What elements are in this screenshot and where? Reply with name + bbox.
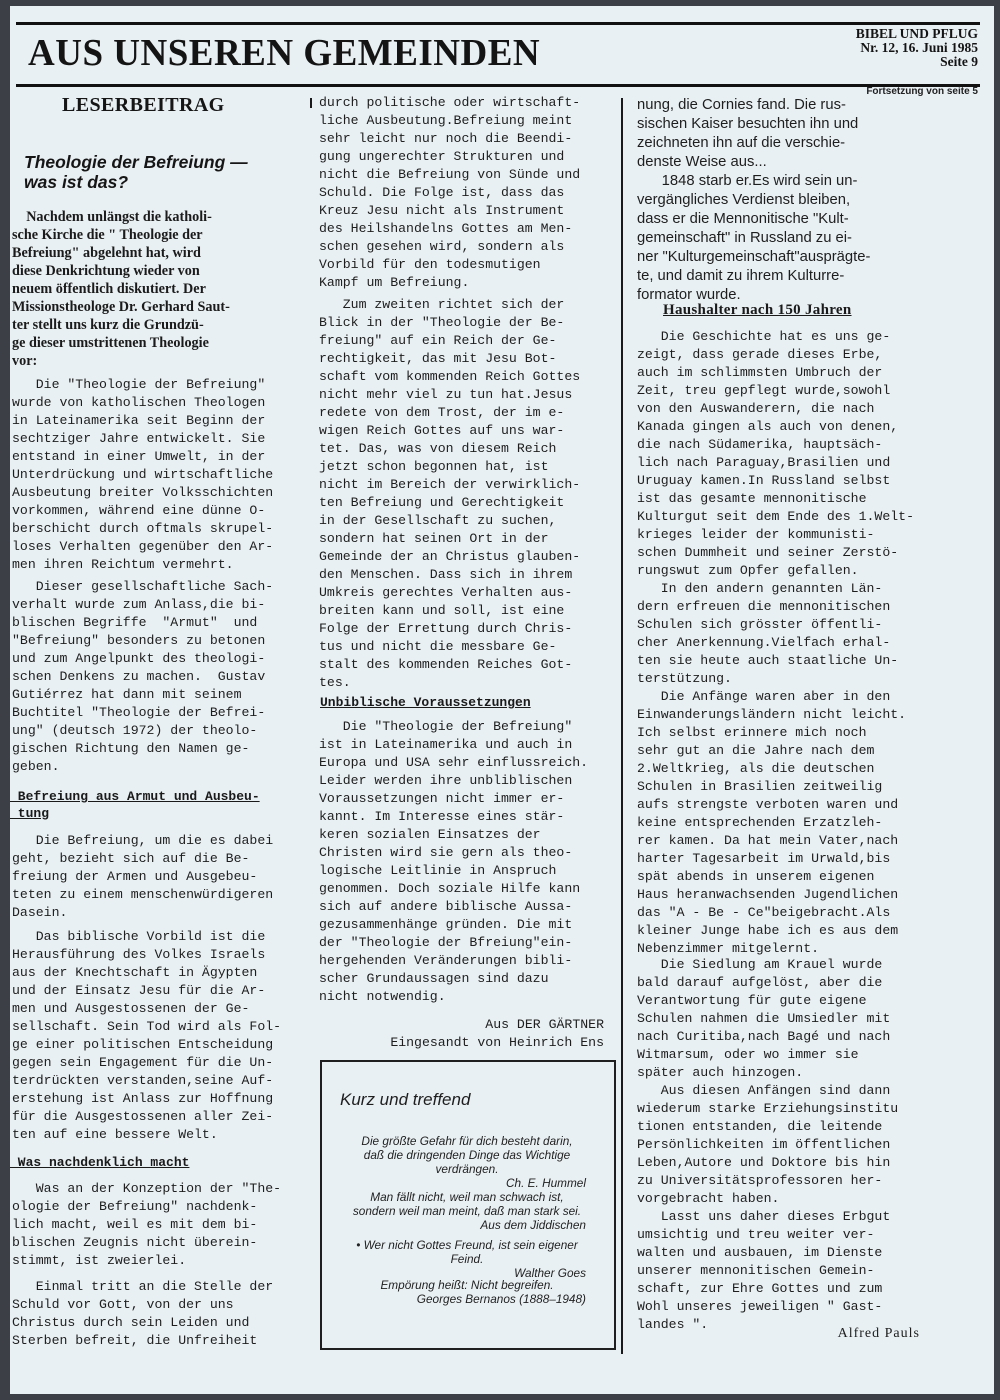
paragraph: Die Siedlung am Krauel wurde bald darauf aufgelöst, aber die Verantwortung für gute eigene Schulen nahmen die Umsiedler mit nach Curitiba,nach Bagé und nach Witmarsum, oder wo immer sie später auch hinzogen. (637, 957, 891, 1080)
paragraph: durch politische oder wirtschaft- liche Ausbeutung.Befreiung meint sehr leicht nur noch die Beendi- gung ungerechter Strukturen und nicht die Befreiung von Sünde und Schuld. Die Folge ist, dass das Kreuz Jesu nicht als Instrument des Heilshandelns Gottes am Men- schen gesehen wird, sondern als Vorbild für den todesmutigen Kampf um Befreiung. (319, 95, 581, 290)
paragraph: Die "Theologie der Befreiung" wurde von katholischen Theologen in Lateinamerika seit Beginn der sechtziger Jahre entwickelt. Sie entstand in einer Umwelt, in der Unterdrückung und wirtschaftliche Ausbeutung breiter Volksschichten vorkommen, während eine dünne O- berschicht durch oftmals skrupel- loses Verhalten gegenüber den Ar- men ihren Reichtum vermehrt. (12, 377, 274, 572)
issue-info: Nr. 12, 16. Juni 1985 (860, 40, 978, 55)
paragraph: Lasst uns daher dieses Erbgut umsichtig und treu weiter ver- walten und ausbauen, im Dienste unserer mennonitischen Gemein- schaft, zur Ehre Gottes und zum Wohl unseres jeweiligen " Gast- landes ". (637, 1209, 891, 1332)
source-credit: Aus DER GÄRTNER (485, 1017, 604, 1032)
author-signature: Alfred Pauls (837, 1326, 920, 1341)
column-rule (621, 98, 623, 1354)
newspaper-page (10, 6, 994, 1394)
section-header-title: AUS UNSEREN GEMEINDEN (28, 32, 541, 75)
quote-text: • Wer nicht Gottes Freund, ist sein eigener Feind. (356, 1238, 578, 1266)
quote-text: Man fällt nicht, weil man schwach ist, sondern weil man meint, daß man stark sei. (352, 1190, 582, 1218)
quote-text: Die größte Gefahr für dich besteht darin, daß die dringenden Dinge das Wichtige verdrängen. (361, 1134, 573, 1176)
page-number: Seite 9 (940, 54, 978, 69)
quote-author: Georges Bernanos (1888–1948) (416, 1292, 586, 1306)
paragraph: In den andern genannten Län- dern erfreuen die mennonitischen Schulen sich grösster öffentli- cher Anerkennung.Vielfach erhal- ten sie heute auch staatliche Un- terstützung. (637, 581, 899, 686)
subheading: Was nachdenklich macht (10, 1155, 190, 1170)
continuation-note: Fortsetzung von seite 5 (866, 86, 978, 97)
paragraph: Einmal tritt an die Stelle der Schuld vor Gott, von der uns Christus durch sein Leiden und Sterben befreit, die Unfreiheit (12, 1279, 274, 1348)
paragraph: Die Geschichte hat es uns ge- zeigt, dass gerade dieses Erbe, auch im schlimmsten Umbruch der Zeit, treu gepflegt wurde,sowohl von den Auswanderern, die nach Kanada gingen als auch von denen, die nach Südamerika, hauptsäch- lich nach Paraguay,Brasilien und Uruguay kamen.In Russland selbst ist das gesamte mennonitische Kulturgut seit dem Ende des 1.Welt- krieges leider der kommunisti- schen Dummheit und seiner Zerstö- rungswut zum Opfer gefallen. (637, 329, 914, 578)
paragraph: Das biblische Vorbild ist die Herausführung des Volkes Israels aus der Knechtschaft in Ägypten und der Einsatz Jesu für die Ar- men und Ausgestossenen der Ge- sellschaft. Sein Tod wird als Fol- ge einer politischen Entscheidung gegen sein Engagement für die Un- terdrückten verstanden,seine Auf- erstehung ist Anlass zur Hoffnung für die Ausgestossenen aller Zei- ten auf eine bessere Welt. (12, 929, 282, 1142)
quote (336, 1238, 598, 1280)
quote (336, 1134, 598, 1190)
article-intro: Nachdem unlängst die katholi- sche Kirche die " Theologie der Befreiung" abgelehnt hat, wird diese Denkrichtung wieder von neuem öffentlich diskutiert. Der Missionstheologe Dr. Gerhard Saut- ter stellt uns kurz die Grundzü- ge dieser umstrittenen Theologie vor: (12, 209, 230, 369)
header-meta (856, 27, 978, 69)
paragraph: Zum zweiten richtet sich der Blick in der "Theologie der Be- freiung" auf ein Reich der Ge- rechtigkeit, das mit Jesu Bot- schaft vom kommenden Reich Gottes nicht mehr viel zu tun hat.Jesus redete von dem Trost, der im e- wigen Reich Gottes auf uns war- tet. Das, was von diesem Reich jetzt schon begonnen hat, ist nicht im Bereich der verwirklich- ten Befreiung und Gerechtigkeit in der Gesellschaft zu suchen, sondern hat seinen Ort in der Gemeinde der an Christus glauben- den Menschen. Dass sich in ihrem Umkreis gerechtes Verhalten aus- breiten kann und soll, ist eine Folge der Errettung durch Chris- tus und nicht die messbare Ge- stalt des kommenden Reiches Got- tes. (319, 297, 581, 690)
article-title: Theologie der Befreiung — was ist das? (24, 152, 248, 192)
quote (336, 1278, 598, 1306)
quote-author: Aus dem Jiddischen (480, 1218, 586, 1232)
paragraph: nung, die Cornies fand. Die rus- sischen Kaiser besuchten ihn und zeichneten ihn auf die verschie- denste Weise aus... 1848 starb er.Es wird sein un- vergängliches Verdienst bleiben, dass er die Mennonitische "Kult- gemeinschaft" in Russland zu ei- ner "Kulturgemeinschaft"ausprägte- te, und damit zu ihrem Kulturre- formator wurde. (637, 97, 871, 303)
paragraph: Die Anfänge waren aber in den Einwanderungsländern nicht leicht. Ich selbst erinnere mich noch sehr gut an die Jahre nach dem 2.Weltkrieg, als die deutschen Schulen in Brasilien zeitweilig aufs strengste verboten waren und keine entsprechenden Erzatzleh- rer kamen. Da hat mein Vater,nach harter Tagesarbeit im Urwald,bis spät abends in unserem eigenen Haus heranwachsenden Jugendlichen das "A - Be - Ce"beigebracht.Als kleiner Junge habe ich es aus dem Nebenzimmer mitgelernt. (637, 689, 907, 956)
quote (336, 1190, 598, 1232)
quote-author: Walther Goes (514, 1266, 586, 1280)
quotes-box (320, 1060, 616, 1350)
subheading: Befreiung aus Armut und Ausbeu- tung (17, 789, 260, 821)
paragraph: Aus diesen Anfängen sind dann wiederum starke Erziehungsinstitu tionen entstanden, die leitende Persönlichkeiten im öffentlichen Leben,Autore und Doktore bis hin zu Universitätsprofessoren her- vorgebracht haben. (637, 1083, 899, 1206)
subheading: Haushalter nach 150 Jahren (663, 302, 852, 318)
paragraph: Die Befreiung, um die es dabei geht, bezieht sich auf die Be- freiung der Armen und Ausgebeu- teten zu einem menschenwürdigeren Dasein. (12, 833, 274, 920)
column-rule (310, 98, 312, 108)
quote-text: Empörung heißt: Nicht begreifen. (380, 1278, 554, 1292)
quotes-box-title: Kurz und treffend (340, 1090, 471, 1109)
section-label: LESERBEITRAG (62, 94, 225, 116)
paragraph: Die "Theologie der Befreiung" ist in Lateinamerika und auch in Europa und USA sehr einflussreich. Leider werden ihre unbliblischen Voraussetzungen nicht immer er- kannt. Im Interesse eines stär- keren sozialen Einsatzes der Christen wird sie gern als theo- logische Leitlinie in Anspruch genommen. Doch soziale Hilfe kann sich auf andere biblische Aussa- gezusammenhänge gründen. Die mit der "Theologie der Bfreiung"ein- hergehenden Veränderungen bibli- scher Grundaussagen sind dazu nicht notwendig. (319, 719, 589, 1004)
submitted-by: Eingesandt von Heinrich Ens (390, 1035, 604, 1050)
header-bottom-rule (16, 84, 980, 87)
paragraph: Dieser gesellschaftliche Sach- verhalt wurde zum Anlass,die bi- blischen Begriffe "Armut" und "Befreiung" besonders zu betonen und zum Angelpunkt des theologi- schen Denkens zu machen. Gustav Gutiérrez hat dann mit seinem Buchtitel "Theologie der Befrei- ung" (deutsch 1972) der theolo- gischen Richtung den Namen ge- geben. (12, 579, 274, 774)
subheading: Unbiblische Voraussetzungen (320, 695, 531, 710)
paragraph: Was an der Konzeption der "The- ologie der Befreiung" nachdenk- lich macht, weil es mit dem bi- blischen Zeugnis nicht überein- stimmt, ist zweierlei. (12, 1181, 282, 1268)
header-top-rule (16, 22, 980, 25)
publication-name: BIBEL UND PFLUG (855, 26, 978, 41)
quote-author: Ch. E. Hummel (506, 1176, 586, 1190)
